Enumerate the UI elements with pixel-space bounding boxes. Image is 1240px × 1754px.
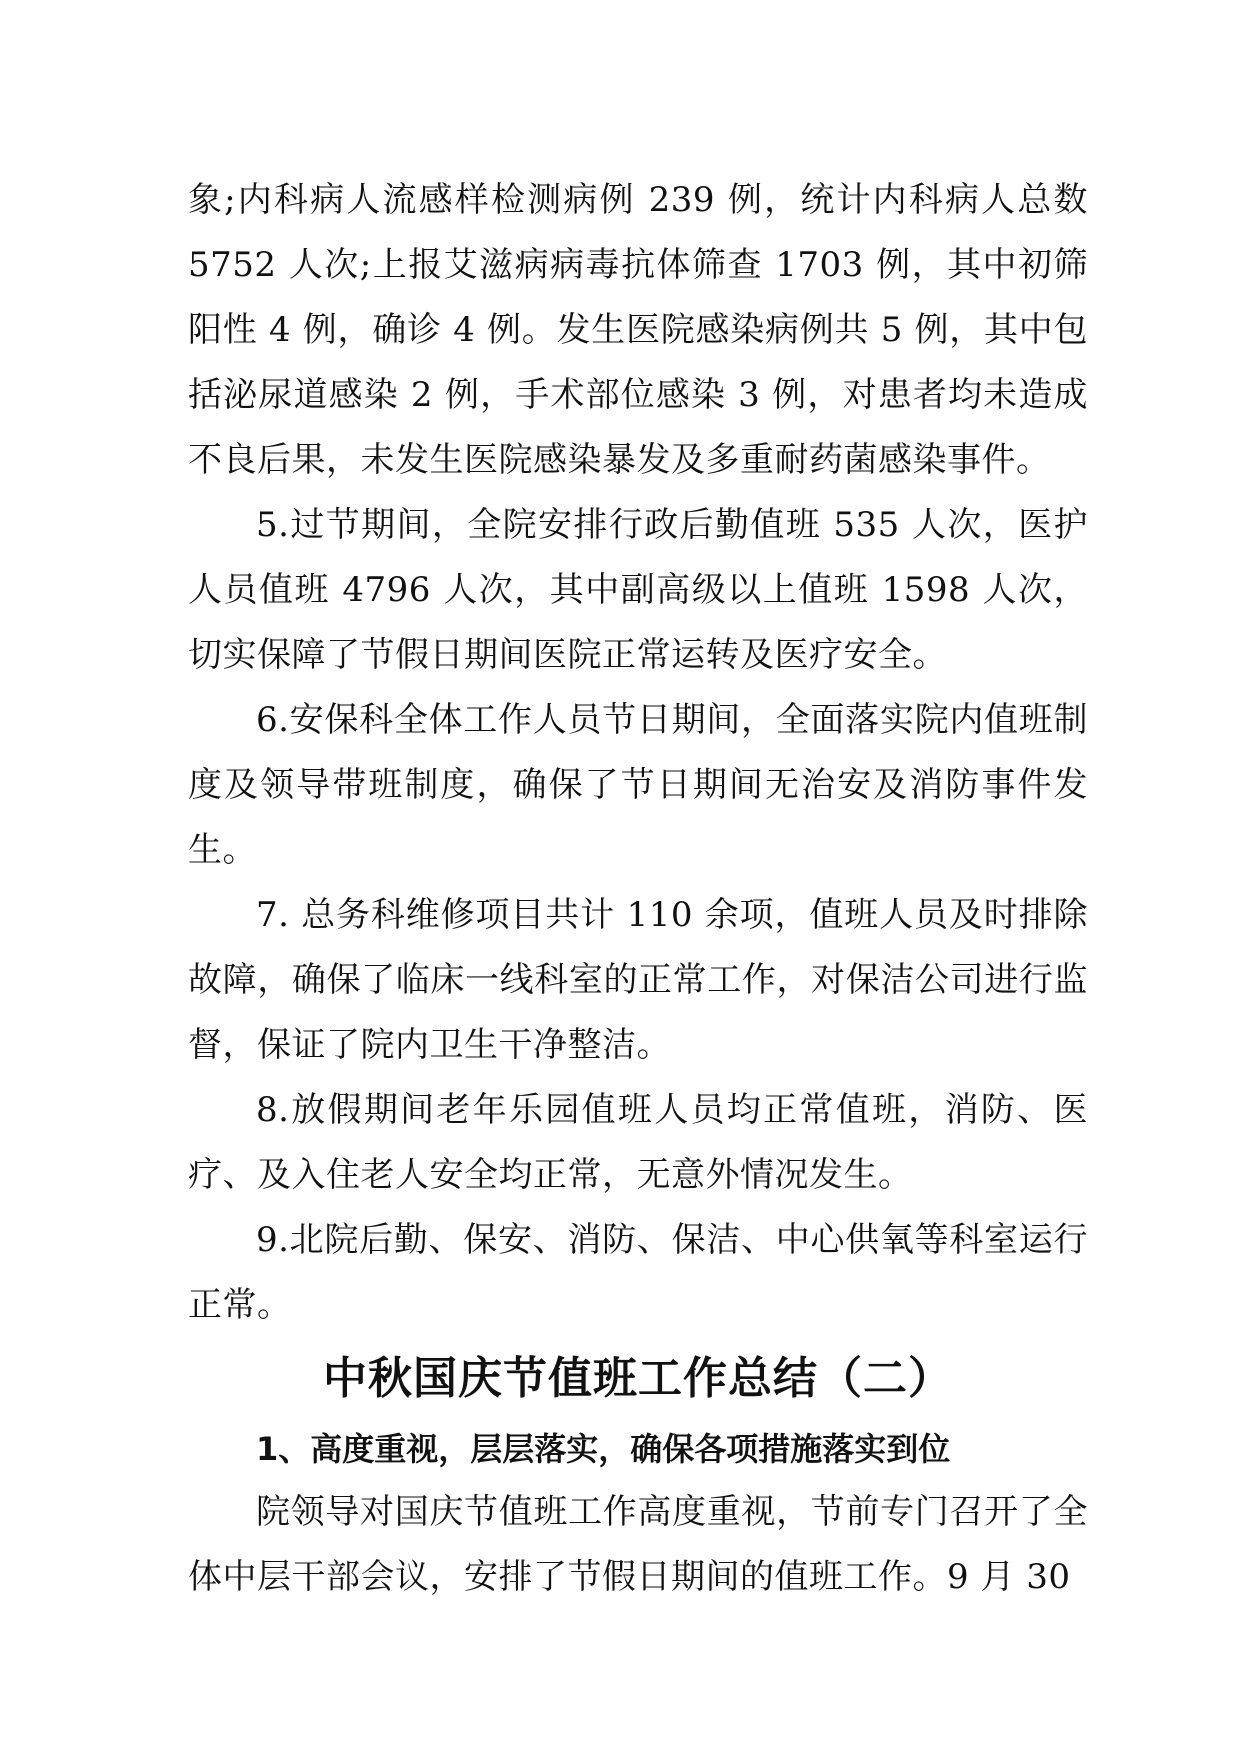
- paragraph-continued: 象;内科病人流感样检测病例 239 例，统计内科病人总数 5752 人次;上报艾滋病病毒抗体筛查 1703 例，其中初筛阳性 4 例，确诊 4 例。发生医院感染病例共 5 例，其中包括泌尿道感染 2 例，手术部位感染 3 例，对患者均未造成不良后果，未发生医院感染暴发及多重耐药菌感染事件。: [188, 180, 1088, 480]
- paragraph-section2-1: 院领导对国庆节值班工作高度重视，节前专门召开了全体中层干部会议，安排了节假日期间的值班工作。9 月 30: [188, 1492, 1088, 1597]
- section-title: 中秋国庆节值班工作总结（二）: [323, 1353, 953, 1404]
- paragraph-item-6: 6.安保科全体工作人员节日期间，全面落实院内值班制度及领导带班制度，确保了节日期间无治安及消防事件发生。: [188, 700, 1088, 870]
- paragraph-item-5: 5.过节期间，全院安排行政后勤值班 535 人次，医护人员值班 4796 人次，其中副高级以上值班 1598 人次，切实保障了节假日期间医院正常运转及医疗安全。: [188, 505, 1088, 675]
- document-body: [188, 168, 1088, 1610]
- paragraph-item-7: 7. 总务科维修项目共计 110 余项，值班人员及时排除故障，确保了临床一线科室的正常工作，对保洁公司进行监督，保证了院内卫生干净整洁。: [188, 895, 1088, 1065]
- section-subheading: 1、高度重视，层层落实，确保各项措施落实到位: [256, 1430, 951, 1468]
- paragraph-item-9: 9.北院后勤、保安、消防、保洁、中心供氧等科室运行正常。: [188, 1220, 1088, 1325]
- paragraph-item-8: 8.放假期间老年乐园值班人员均正常值班，消防、医疗、及入住老人安全均正常，无意外情况发生。: [188, 1090, 1088, 1195]
